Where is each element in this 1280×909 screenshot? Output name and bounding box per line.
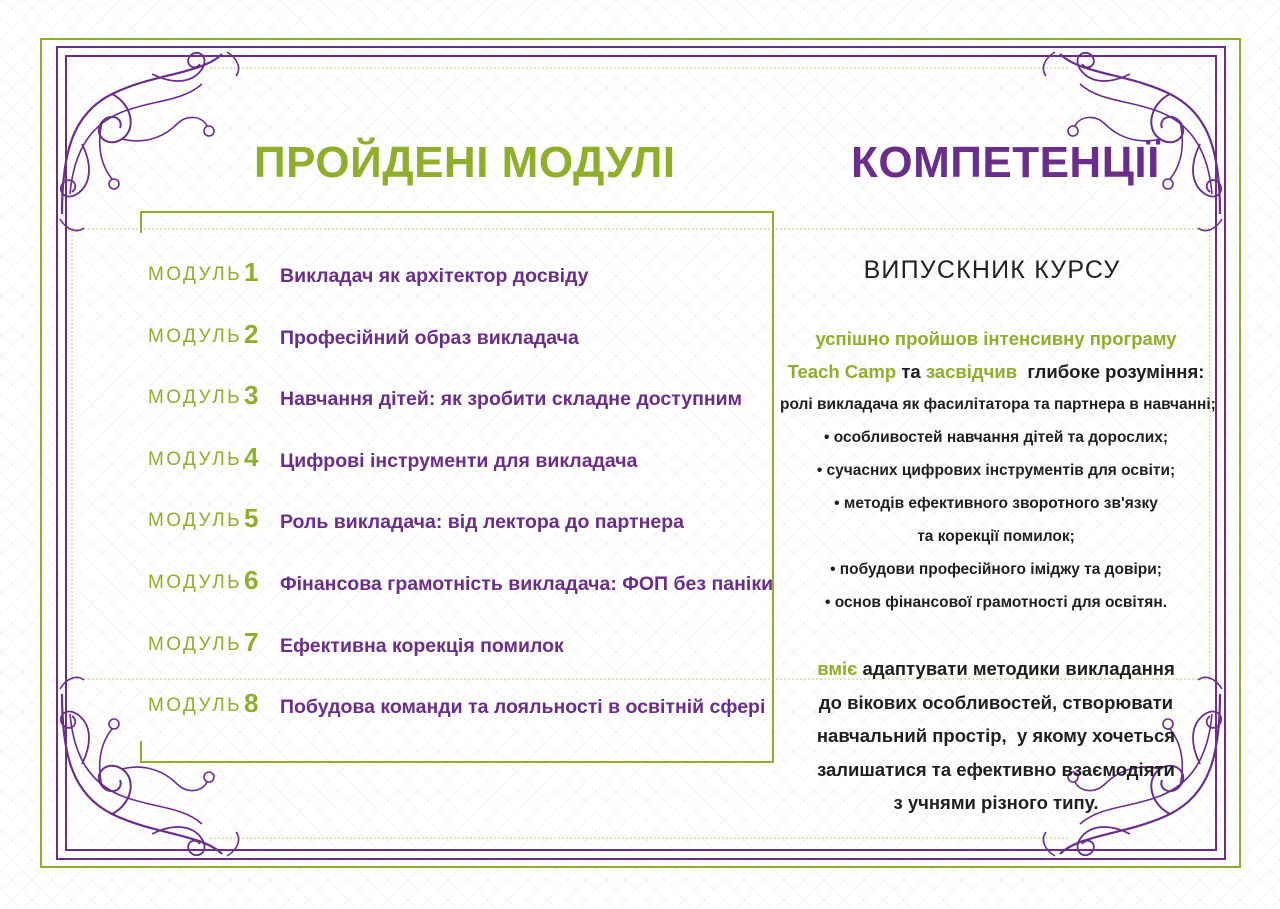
corner-ornament-top-left: [60, 52, 239, 231]
module-number: 2: [244, 318, 259, 349]
module-title: Роль викладача: від лектора до партнера: [280, 511, 684, 534]
competency-item: • побудови професійного іміджу та довіри;: [830, 561, 1162, 578]
module-number: 3: [244, 380, 259, 411]
skills-line: з учнями різного типу.: [893, 792, 1099, 813]
list-item: [148, 375, 773, 437]
module-word: МОДУЛЬ: [148, 325, 243, 347]
module-word: МОДУЛЬ: [148, 387, 243, 409]
intro-line: успішно пройшов інтенсивну програму: [815, 328, 1177, 349]
list-item: [148, 314, 773, 376]
competencies-title: КОМПЕТЕНЦІЇ: [851, 138, 1160, 187]
competency-item: • сучасних цифрових інструментів для освіти;: [816, 462, 1176, 479]
competency-item: • основ фінансової грамотності для освітян.: [824, 594, 1168, 611]
module-number: 1: [244, 257, 259, 287]
module-number: 6: [244, 564, 259, 595]
skills-line: до вікових особливостей, створювати: [818, 691, 1174, 713]
module-word: МОДУЛЬ: [148, 571, 243, 593]
graduate-subtitle: ВИПУСКНИК КУРСУ: [863, 256, 1121, 284]
skills-first-line: [780, 652, 1212, 686]
module-title: Навчання дітей: як зробити складне доступним: [280, 388, 743, 411]
program-name: Teach Camp: [787, 361, 897, 382]
list-item: [148, 498, 773, 560]
module-list: [148, 252, 773, 745]
certified-word: засвідчив: [925, 361, 1018, 382]
module-number: 4: [244, 441, 259, 472]
modules-title: ПРОЙДЕНІ МОДУЛІ: [254, 138, 676, 187]
can-text: адаптувати методики викладання: [857, 658, 1175, 679]
skills-line: залишатися та ефективно взаємодіяти: [817, 758, 1175, 780]
module-title: Фінансова грамотність викладача: ФОП без паніки: [280, 572, 774, 595]
module-number: 8: [244, 688, 259, 719]
module-word: МОДУЛЬ: [148, 448, 243, 470]
module-word: МОДУЛЬ: [148, 695, 243, 717]
module-title: Побудова команди та лояльності в освітній сфері: [280, 696, 766, 719]
module-number: 5: [244, 503, 259, 534]
module-title: Викладач як архітектор досвіду: [280, 265, 589, 287]
competency-item: • особливостей навчання дітей та дорослих;: [823, 429, 1169, 446]
can-word: вміє: [817, 658, 858, 679]
competency-item: та корекції помилок;: [917, 528, 1075, 545]
competencies-text: [780, 322, 1216, 619]
skills-line: навчальний простір, у якому хочеться: [816, 725, 1176, 746]
module-word: МОДУЛЬ: [148, 264, 243, 285]
competency-item: • методів ефективного зворотного зв'язку: [834, 495, 1158, 512]
competency-item: ролі викладача як фасилітатора та партнера в навчанні;: [780, 396, 1216, 413]
list-item: [148, 560, 773, 622]
list-item: [148, 252, 773, 314]
list-item: [148, 683, 773, 745]
list-item: [148, 437, 773, 499]
module-title: Професійний образ викладача: [280, 326, 579, 349]
intro-and: та: [896, 361, 926, 382]
skills-text: [780, 652, 1212, 820]
module-word: МОДУЛЬ: [148, 510, 243, 532]
understanding-text: глибоке розуміння:: [1017, 361, 1205, 382]
intro-program-line: [780, 355, 1212, 388]
list-item: [148, 622, 773, 684]
module-word: МОДУЛЬ: [148, 633, 243, 655]
module-number: 7: [244, 626, 259, 657]
module-title: Цифрові інструменти для викладача: [280, 449, 638, 472]
module-title: Ефективна корекція помилок: [280, 634, 564, 657]
